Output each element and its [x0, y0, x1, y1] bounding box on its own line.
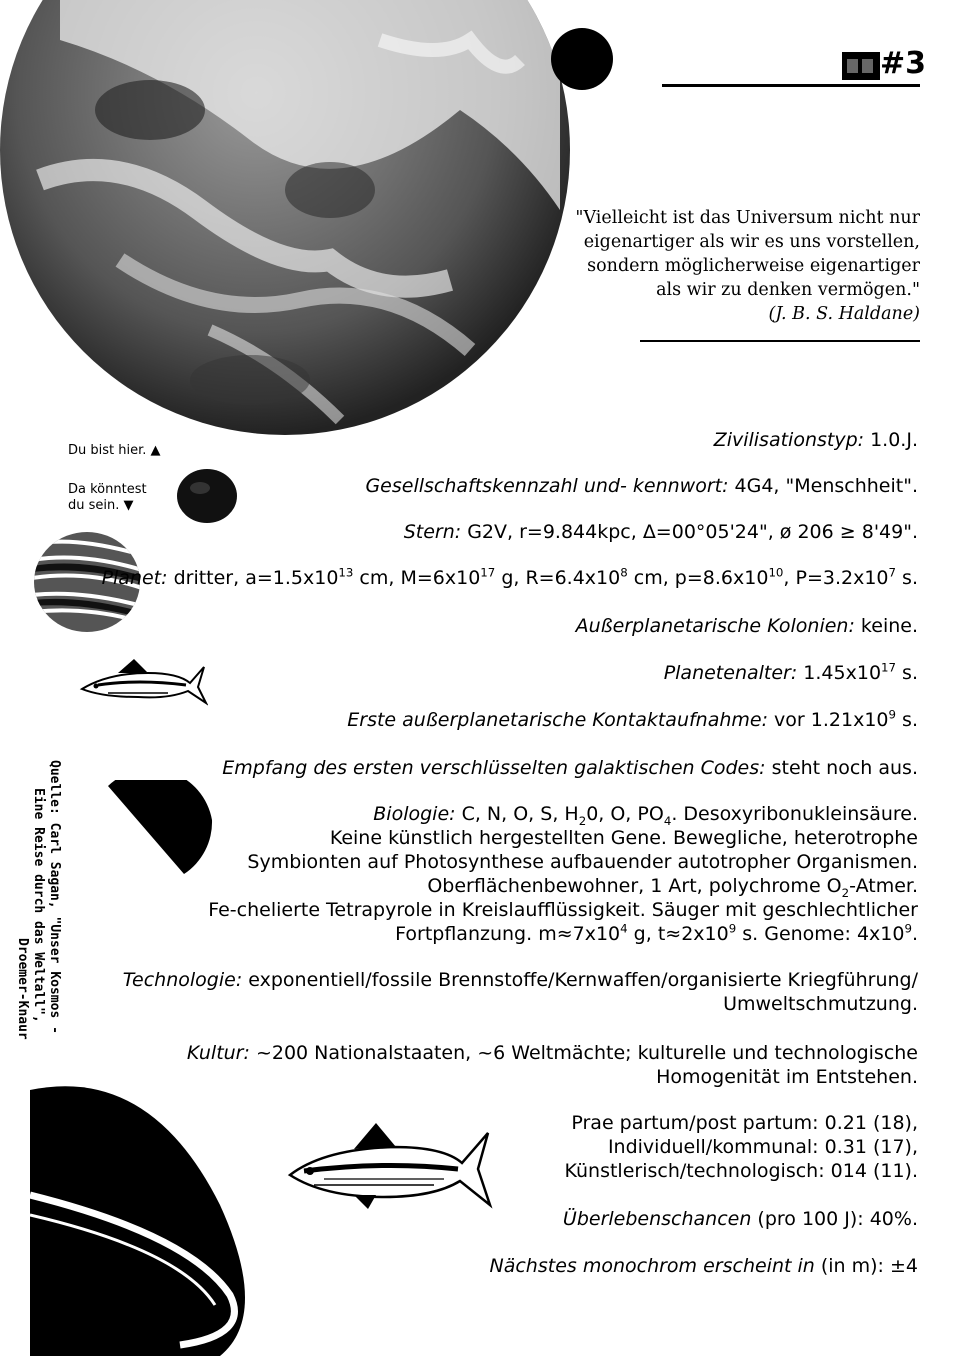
- fact-value: dritter, a=1.5x10: [167, 567, 339, 589]
- fact-value: s. Genome: 4x10: [736, 923, 905, 945]
- fact-value: s.: [896, 709, 918, 731]
- biology-line: Keine künstlich hergestellten Gene. Bewegliche, heterotrophe: [329, 827, 918, 849]
- exponent: 13: [338, 565, 354, 580]
- fact-planet-age: [664, 661, 918, 685]
- fact-value: 1.45x10: [797, 662, 882, 684]
- fact-label: Stern:: [403, 521, 462, 543]
- fact-value: . Desoxyribonukleinsäure.: [671, 803, 918, 825]
- biology-line: [208, 874, 918, 898]
- fact-label: Empfang des ersten verschlüsselten galaktischen Codes:: [222, 757, 766, 779]
- culture-line: Homogenität im Entstehen.: [656, 1066, 918, 1088]
- exponent: 9: [728, 921, 737, 936]
- fact-value: (pro 100 J): 40%.: [751, 1208, 918, 1230]
- technology-line: Umweltschmutzung.: [723, 993, 918, 1015]
- quote: [540, 206, 920, 326]
- fact-label: Erste außerplanetarische Kontaktaufnahme:: [347, 709, 769, 731]
- fact-value: s.: [896, 567, 918, 589]
- quote-line: sondern möglicherweise eigenartiger: [587, 256, 920, 276]
- saturn-image: [30, 1075, 280, 1356]
- quote-line: "Vielleicht ist das Universum nicht nur: [575, 208, 920, 228]
- fact-civilization: [714, 428, 918, 452]
- quote-line: eigenartiger als wir es uns vorstellen,: [583, 232, 920, 252]
- fact-value: cm, M=6x10: [353, 567, 481, 589]
- exponent: 7: [888, 565, 897, 580]
- fact-galactic-code: [222, 756, 918, 780]
- half-moon-image: [104, 780, 216, 876]
- fish-image: [78, 655, 208, 707]
- source-line: Quelle: Carl Sagan, "Unser Kosmos -: [47, 760, 62, 1034]
- caption-could: [68, 482, 147, 514]
- fact-value: ~200 Nationalstaaten, ~6 Weltmächte; kulturelle und technologische: [249, 1042, 918, 1064]
- source-line: Eine Reise durch das Weltall",: [31, 788, 46, 1023]
- tuna-image: [284, 1115, 494, 1215]
- biology-line: Fe-chelierte Tetrapyrole in Kreislaufflüssigkeit. Säuger mit geschlechtlicher: [208, 899, 918, 921]
- header-logo: [842, 52, 880, 80]
- fact-culture: [187, 1041, 918, 1089]
- fact-label: Planet:: [101, 567, 168, 589]
- fact-value: (in m): ±4: [814, 1255, 918, 1277]
- fact-label: Zivilisationstyp:: [713, 429, 865, 451]
- exponent: 17: [881, 660, 897, 675]
- fact-label: Kultur:: [186, 1042, 250, 1064]
- fact-value: keine.: [854, 615, 918, 637]
- fact-society: [365, 474, 918, 498]
- dark-planet-image: [176, 468, 238, 524]
- fact-label: Gesellschaftskennzahl und- kennwort:: [365, 475, 729, 497]
- biology-line: [208, 802, 918, 826]
- issue-number: #3: [880, 46, 927, 81]
- fact-technology: [123, 968, 918, 1016]
- moon-icon: [550, 27, 614, 91]
- biology-line: Symbionten auf Photosynthese aufbauender autotropher Organismen.: [247, 851, 918, 873]
- fact-value: steht noch aus.: [765, 757, 918, 779]
- fact-value: 0, O, PO: [586, 803, 664, 825]
- ratio-line: Individuell/kommunal: 0.31 (17),: [607, 1136, 918, 1158]
- fact-label: Planetenalter:: [663, 662, 798, 684]
- fact-biology: [208, 802, 918, 946]
- fact-value: Oberflächenbewohner, 1 Art, polychrome O: [427, 875, 842, 897]
- biology-line: [208, 922, 918, 946]
- fact-value: cm, p=8.6x10: [627, 567, 769, 589]
- fact-value: s.: [896, 662, 918, 684]
- fact-first-contact: [347, 708, 918, 732]
- fact-survival: [563, 1207, 918, 1231]
- caption-here: Du bist hier. ▲: [68, 443, 161, 458]
- fact-value: , P=3.2x10: [783, 567, 889, 589]
- fact-planet: [102, 566, 918, 590]
- subscript: 2: [841, 885, 850, 900]
- caption-could-line: du sein. ▼: [68, 498, 134, 513]
- fact-star: [404, 520, 918, 544]
- exponent: 4: [620, 921, 628, 936]
- technology-line: [123, 968, 918, 992]
- fact-value: -Atmer.: [849, 875, 918, 897]
- fact-value: g, R=6.4x10: [495, 567, 621, 589]
- fact-value: C, N, O, S, H: [455, 803, 579, 825]
- quote-attribution: (J. B. S. Haldane): [768, 304, 920, 324]
- earth-image: [0, 0, 580, 450]
- caption-could-line: Da könntest: [68, 482, 147, 497]
- fact-ratios: [564, 1111, 918, 1183]
- exponent: 17: [480, 565, 496, 580]
- fact-colonies: [576, 614, 918, 638]
- culture-line: [187, 1041, 918, 1065]
- fact-value: 4G4, "Menschheit".: [728, 475, 918, 497]
- fact-value: .: [911, 923, 918, 945]
- fact-value: G2V, r=9.844kpc, Δ=00°05'24", ø 206 ≥ 8'49".: [461, 521, 918, 543]
- fact-label: Außerplanetarische Kolonien:: [575, 615, 855, 637]
- fact-value: g, t≈2x10: [627, 923, 729, 945]
- quote-line: als wir zu denken vermögen.": [656, 280, 920, 300]
- fact-value: vor 1.21x10: [768, 709, 889, 731]
- fact-value: exponentiell/fossile Brennstoffe/Kernwaffen/organisierte Kriegführung/: [242, 969, 918, 991]
- subscript: 2: [578, 813, 587, 828]
- fact-label: Technologie:: [122, 969, 243, 991]
- quote-rule: [640, 340, 920, 342]
- source-line: Droemer-Knaur: [15, 938, 30, 1040]
- exponent: 9: [904, 921, 912, 936]
- exponent: 9: [888, 707, 897, 722]
- fact-value: Fortpflanzung. m≈7x10: [395, 923, 621, 945]
- fact-value: 1.0.J.: [864, 429, 918, 451]
- fact-label: Nächstes monochrom erscheint in: [489, 1255, 815, 1277]
- header-rule: [662, 84, 920, 87]
- exponent: 8: [620, 565, 628, 580]
- ratio-line: Künstlerisch/technologisch: 014 (11).: [564, 1160, 918, 1182]
- exponent: 10: [768, 565, 784, 580]
- fact-label: Biologie:: [373, 803, 456, 825]
- subscript: 4: [663, 813, 672, 828]
- ratio-line: Prae partum/post partum: 0.21 (18),: [571, 1112, 918, 1134]
- fact-next-issue: [490, 1254, 919, 1278]
- fact-label: Überlebenschancen: [562, 1208, 752, 1230]
